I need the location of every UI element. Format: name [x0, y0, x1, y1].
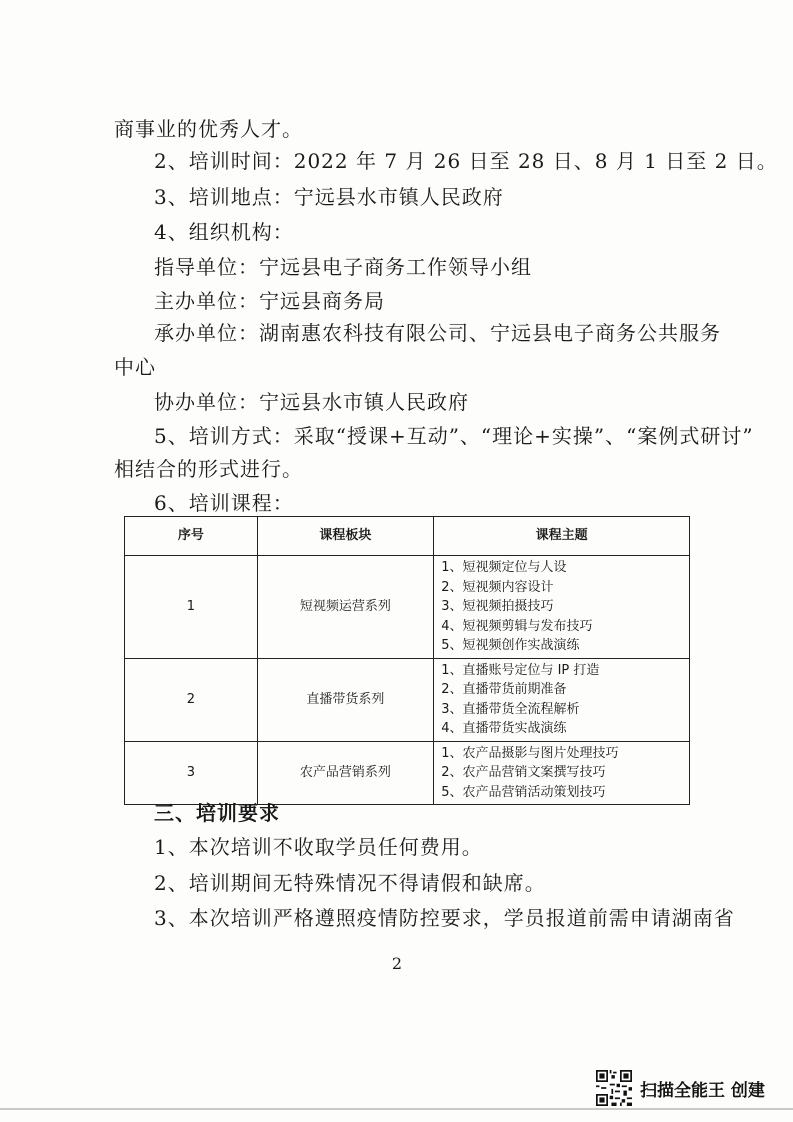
row-no: 3 [125, 741, 258, 805]
topic-item: 5、农产品营销活动策划技巧 [441, 784, 606, 800]
row-topics [434, 741, 690, 805]
topic-item: 1、直播账号定位与 IP 打造 [441, 662, 600, 678]
topic-item: 3、直播带货全流程解析 [441, 701, 580, 717]
topic-item: 2、短视频内容设计 [441, 579, 554, 595]
course-table [124, 516, 690, 805]
requirement-item: 1、本次培训不收取学员任何费用。 [154, 835, 483, 859]
row-topics [434, 658, 690, 741]
organizer-unit-cont: 中心 [114, 355, 156, 379]
scan-divider [0, 1108, 793, 1110]
scanner-watermark [596, 1068, 765, 1108]
training-method-cont: 相结合的形式进行。 [114, 457, 303, 481]
row-topics [434, 556, 690, 659]
guiding-unit: 指导单位：宁远县电子商务工作领导小组 [154, 255, 532, 279]
table-row [125, 741, 690, 805]
training-time: 2、培训时间：2022 年 7 月 26 日至 28 日、8 月 1 日至 2 日。 [154, 149, 778, 173]
course-heading: 6、培训课程： [154, 491, 294, 515]
row-module: 直播带货系列 [257, 658, 434, 741]
topic-item: 3、短视频拍摄技巧 [441, 599, 554, 614]
page-number: 2 [391, 954, 403, 973]
header-module: 课程板块 [257, 517, 434, 556]
row-no: 2 [125, 658, 258, 741]
row-no: 1 [125, 556, 258, 659]
qr-code-icon [596, 1070, 632, 1106]
organizer-unit: 承办单位：湖南惠农科技有限公司、宁远县电子商务公共服务 [154, 321, 721, 345]
row-module: 农产品营销系列 [257, 741, 434, 805]
topic-item: 4、直播带货实战演练 [441, 721, 567, 736]
host-unit: 主办单位：宁远县商务局 [154, 289, 385, 313]
header-topics: 课程主题 [434, 517, 690, 556]
topic-item: 2、农产品营销文案撰写技巧 [441, 765, 606, 780]
requirement-item: 2、培训期间无特殊情况不得请假和缺席。 [154, 871, 546, 895]
table-row [125, 658, 690, 741]
co-organizer-unit: 协办单位：宁远县水市镇人民政府 [154, 390, 469, 414]
requirements-heading: 三、培训要求 [154, 801, 280, 825]
topic-item: 1、农产品摄影与图片处理技巧 [441, 745, 619, 761]
table-header-row [125, 517, 690, 556]
requirement-item: 3、本次培训严格遵照疫情防控要求，学员报道前需申请湖南省 [154, 906, 735, 930]
topic-item: 2、直播带货前期准备 [441, 682, 567, 697]
training-location: 3、培训地点：宁远县水市镇人民政府 [154, 185, 504, 209]
topic-item: 4、短视频剪辑与发布技巧 [441, 618, 593, 634]
paragraph-line: 商事业的优秀人才。 [114, 117, 303, 141]
topic-item: 5、短视频创作实战演练 [441, 638, 580, 653]
table-row [125, 556, 690, 659]
row-module: 短视频运营系列 [257, 556, 434, 659]
topic-item: 1、短视频定位与人设 [441, 560, 567, 575]
organization-heading: 4、组织机构： [154, 220, 294, 244]
training-method: 5、培训方式：采取“授课+互动”、“理论+实操”、“案例式研讨” [154, 424, 754, 448]
watermark-text: 扫描全能王 创建 [640, 1080, 765, 1101]
header-no: 序号 [125, 517, 258, 556]
